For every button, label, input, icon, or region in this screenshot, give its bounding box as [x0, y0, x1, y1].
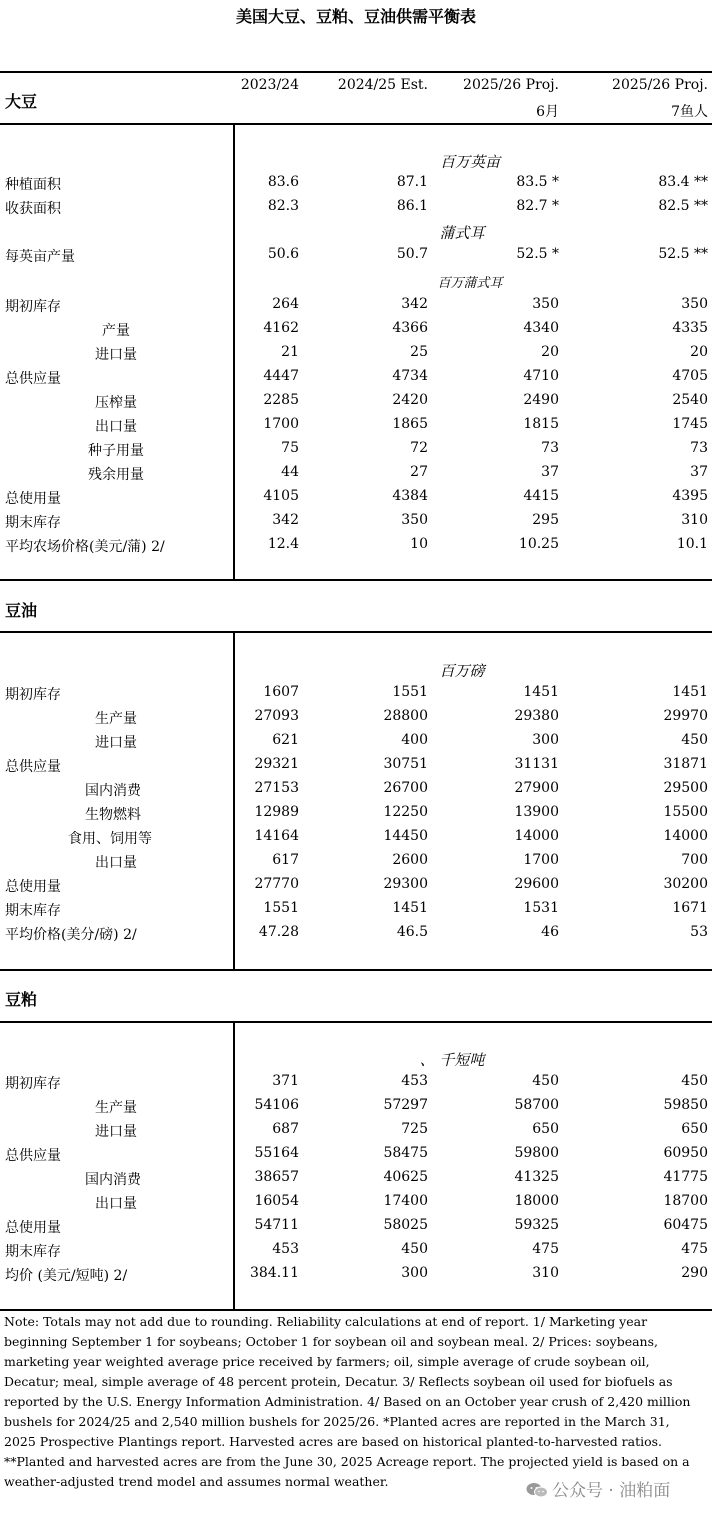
- row-value-col4: 15500: [663, 804, 708, 820]
- soyoil-row-avg-price: [0, 924, 712, 946]
- row-value-col1: 82.3: [267, 198, 299, 214]
- row-value-col4: 4705: [672, 368, 708, 384]
- row-value-col1: 55164: [254, 1145, 299, 1161]
- row-label: 进口量: [95, 347, 137, 363]
- unit-million-acres: 百万英亩: [439, 153, 500, 171]
- row-value-col3: 58700: [514, 1097, 559, 1113]
- row-label: 生产量: [95, 711, 137, 727]
- row-label: 国内消费: [85, 783, 141, 799]
- row-value-col4: 73: [690, 440, 708, 456]
- row-value-col4: 4335: [672, 320, 708, 336]
- row-value-col1: 29321: [254, 756, 299, 772]
- row-value-col4: 1451: [672, 684, 708, 700]
- row-value-col3: 1700: [523, 852, 559, 868]
- row-value-col4: 310: [681, 512, 708, 528]
- row-value-col4: 14000: [663, 828, 708, 844]
- row-label: 总使用量: [5, 1220, 61, 1236]
- row-value-col3: 1451: [523, 684, 559, 700]
- row-value-col2: 87.1: [396, 174, 428, 190]
- row-value-col3: 2490: [523, 392, 559, 408]
- row-value-col1: 1551: [263, 900, 299, 916]
- row-value-col4: 290: [681, 1265, 708, 1281]
- row-value-col3: 82.7 *: [516, 198, 559, 214]
- row-value-col3: 10.25: [518, 536, 559, 552]
- row-label: 进口量: [95, 1124, 137, 1140]
- watermark-text: 公众号 · 油粕面: [552, 1481, 671, 1501]
- row-value-col1: 4105: [263, 488, 299, 504]
- row-value-col1: 12.4: [267, 536, 299, 552]
- col-header-2025-26-june: 2025/26 Proj.: [463, 77, 559, 93]
- row-label: 出口量: [95, 855, 137, 871]
- soyoil-bottom-rule: [0, 969, 712, 971]
- row-value-col2: 350: [401, 512, 428, 528]
- soybeans-row-imports: [0, 344, 712, 366]
- soyoil-row-imports: [0, 732, 712, 754]
- row-value-col3: 4415: [523, 488, 559, 504]
- row-value-col4: 29970: [663, 708, 708, 724]
- row-value-col4: 4395: [672, 488, 708, 504]
- row-value-col3: 295: [532, 512, 559, 528]
- soyoil-row-ending-stocks: [0, 900, 712, 922]
- row-value-col4: 60950: [663, 1145, 708, 1161]
- soymeal-row-total-supply: [0, 1145, 712, 1167]
- row-value-col2: 342: [401, 296, 428, 312]
- soymeal-top-rule: [0, 1021, 712, 1023]
- row-value-col2: 26700: [383, 780, 428, 796]
- row-label: 残余用量: [88, 467, 144, 483]
- row-label: 生产量: [95, 1100, 137, 1116]
- soymeal-bottom-rule: [0, 1309, 712, 1311]
- row-label: 期初库存: [5, 299, 61, 315]
- row-value-col4: 10.1: [676, 536, 708, 552]
- wechat-icon: [526, 1482, 548, 1498]
- row-value-col1: 1700: [263, 416, 299, 432]
- soymeal-row-avg-price: [0, 1265, 712, 1287]
- row-value-col2: 27: [410, 464, 428, 480]
- row-value-col2: 4734: [392, 368, 428, 384]
- unit-thousand-short-tons: 、 千短吨: [419, 1051, 485, 1069]
- row-value-col2: 25: [410, 344, 428, 360]
- row-value-col4: 52.5 **: [658, 246, 708, 262]
- row-value-col2: 58025: [383, 1217, 428, 1233]
- row-value-col1: 47.28: [258, 924, 299, 940]
- row-value-col2: 30751: [383, 756, 428, 772]
- row-value-col1: 4162: [263, 320, 299, 336]
- row-value-col3: 52.5 *: [516, 246, 559, 262]
- top-rule: [0, 71, 712, 73]
- row-value-col2: 725: [401, 1121, 428, 1137]
- row-value-col4: 475: [681, 1241, 708, 1257]
- page-title: 美国大豆、豆粕、豆油供需平衡表: [235, 7, 476, 26]
- row-value-col4: 83.4 **: [658, 174, 708, 190]
- row-label: 食用、饲用等: [68, 831, 152, 847]
- soymeal-row-ending-stocks: [0, 1241, 712, 1263]
- row-value-col1: 21: [281, 344, 299, 360]
- row-label: 期初库存: [5, 1076, 61, 1092]
- row-value-col3: 20: [541, 344, 559, 360]
- row-value-col1: 83.6: [267, 174, 299, 190]
- row-value-col1: 14164: [254, 828, 299, 844]
- row-value-col2: 40625: [383, 1169, 428, 1185]
- section-title-soyoil: 豆油: [5, 601, 38, 620]
- row-label: 种子用量: [88, 443, 144, 459]
- row-value-col2: 50.7: [396, 246, 428, 262]
- soybeans-row-total-use: [0, 488, 712, 510]
- row-value-col3: 650: [532, 1121, 559, 1137]
- soybeans-row-beginning-stocks: [0, 296, 712, 318]
- row-label: 产量: [102, 323, 130, 339]
- row-value-col3: 14000: [514, 828, 559, 844]
- row-value-col2: 58475: [383, 1145, 428, 1161]
- row-label: 总供应量: [5, 1148, 61, 1164]
- soymeal-row-domestic-use: [0, 1169, 712, 1191]
- soyoil-row-biofuel: [0, 804, 712, 826]
- row-value-col3: 18000: [514, 1193, 559, 1209]
- row-value-col3: 475: [532, 1241, 559, 1257]
- row-value-col3: 29600: [514, 876, 559, 892]
- row-value-col1: 2285: [263, 392, 299, 408]
- row-value-col2: 1451: [392, 900, 428, 916]
- soymeal-row-beginning-stocks: [0, 1073, 712, 1095]
- row-value-col4: 1745: [672, 416, 708, 432]
- row-value-col2: 450: [401, 1241, 428, 1257]
- row-value-col4: 30200: [663, 876, 708, 892]
- row-value-col2: 1551: [392, 684, 428, 700]
- row-label: 平均农场价格(美元/蒲) 2/: [5, 539, 165, 555]
- row-label: 生物燃料: [85, 807, 141, 823]
- row-value-col2: 12250: [383, 804, 428, 820]
- soybeans-row-harvested-area: [0, 198, 712, 220]
- row-value-col4: 29500: [663, 780, 708, 796]
- row-value-col4: 60475: [663, 1217, 708, 1233]
- soybeans-row-residual: [0, 464, 712, 486]
- soymeal-row-production: [0, 1097, 712, 1119]
- row-value-col3: 1815: [523, 416, 559, 432]
- row-value-col1: 54711: [254, 1217, 299, 1233]
- watermark: [526, 1476, 670, 1501]
- row-value-col4: 37: [690, 464, 708, 480]
- row-value-col4: 350: [681, 296, 708, 312]
- row-value-col1: 54106: [254, 1097, 299, 1113]
- row-value-col2: 57297: [383, 1097, 428, 1113]
- row-label: 总供应量: [5, 759, 61, 775]
- row-value-col3: 350: [532, 296, 559, 312]
- row-value-col3: 31131: [514, 756, 559, 772]
- row-value-col1: 453: [272, 1241, 299, 1257]
- row-value-col3: 59800: [514, 1145, 559, 1161]
- soymeal-row-imports: [0, 1121, 712, 1143]
- row-value-col1: 687: [272, 1121, 299, 1137]
- row-value-col2: 1865: [392, 416, 428, 432]
- row-value-col1: 12989: [254, 804, 299, 820]
- row-value-col1: 16054: [254, 1193, 299, 1209]
- row-value-col4: 53: [690, 924, 708, 940]
- soybeans-row-production: [0, 320, 712, 342]
- row-value-col3: 450: [532, 1073, 559, 1089]
- row-value-col2: 300: [401, 1265, 428, 1281]
- soybeans-row-exports: [0, 416, 712, 438]
- soyoil-top-rule: [0, 631, 712, 633]
- row-value-col4: 450: [681, 732, 708, 748]
- unit-million-pounds: 百万磅: [439, 662, 485, 680]
- row-value-col3: 13900: [514, 804, 559, 820]
- row-value-col1: 4447: [263, 368, 299, 384]
- row-value-col3: 4340: [523, 320, 559, 336]
- row-value-col3: 300: [532, 732, 559, 748]
- row-value-col3: 46: [541, 924, 559, 940]
- row-value-col4: 18700: [663, 1193, 708, 1209]
- row-label: 总使用量: [5, 879, 61, 895]
- row-value-col4: 650: [681, 1121, 708, 1137]
- footnote: Note: Totals may not add due to rounding. Reliability calculations at end of report. 1/ Marketing year beginning September 1 for soybeans; October 1 for soybean oil and soybean meal. 2/ Prices: soybeans, marketing year weighted average price received by farmers; oil, simple average of crude soybean oil, Decatur; meal, simple average of 48 percent protein, Decatur. 3/ Reflects soybean oil used for biofuels as reported by the U.S. Energy Information Administration. 4/ Based on an October year crush of 2,420 million bushels for 2024/25 and 2,540 million bushels for 2025/26. *Planted acres are reported in the March 31, 2025 Prospective Plantings report. Harvested acres are based on historical planted-to-harvested ratios. **Planted and harvested acres are from the June 30, 2025 Acreage report. The projected yield is based on a weather-adjusted trend model and assumes normal weather.: [4, 1314, 691, 1489]
- row-value-col3: 1531: [523, 900, 559, 916]
- soybeans-row-total-supply: [0, 368, 712, 390]
- row-label: 期末库存: [5, 515, 61, 531]
- row-label: 压榨量: [95, 395, 137, 411]
- row-label: 国内消费: [85, 1172, 141, 1188]
- row-label: 总供应量: [5, 371, 61, 387]
- row-label: 出口量: [95, 1196, 137, 1212]
- row-value-col3: 29380: [514, 708, 559, 724]
- row-value-col1: 1607: [263, 684, 299, 700]
- row-label: 总使用量: [5, 491, 61, 507]
- row-value-col1: 38657: [254, 1169, 299, 1185]
- col-header-2025-26-july: 2025/26 Proj.: [612, 77, 708, 93]
- row-value-col4: 31871: [663, 756, 708, 772]
- row-value-col2: 400: [401, 732, 428, 748]
- unit-million-bushels: 百万蒲式耳: [437, 276, 503, 291]
- soymeal-row-exports: [0, 1193, 712, 1215]
- row-label: 平均价格(美分/磅) 2/: [5, 927, 137, 943]
- row-value-col2: 2420: [392, 392, 428, 408]
- row-value-col2: 46.5: [396, 924, 428, 940]
- row-value-col2: 17400: [383, 1193, 428, 1209]
- row-value-col2: 29300: [383, 876, 428, 892]
- header-rule: [0, 123, 712, 125]
- row-value-col3: 83.5 *: [516, 174, 559, 190]
- row-value-col4: 700: [681, 852, 708, 868]
- unit-bushels: 蒲式耳: [439, 224, 485, 242]
- row-label: 收获面积: [5, 201, 61, 217]
- soybeans-row-seed: [0, 440, 712, 462]
- row-value-col1: 617: [272, 852, 299, 868]
- row-value-col1: 27770: [254, 876, 299, 892]
- col-header-2023-24: 2023/24: [240, 77, 299, 93]
- row-value-col4: 82.5 **: [658, 198, 708, 214]
- col-subheader-july: 7鱼人: [671, 104, 708, 120]
- soyoil-row-domestic-use: [0, 780, 712, 802]
- row-value-col3: 73: [541, 440, 559, 456]
- section-title-soymeal: 豆粕: [5, 990, 38, 1009]
- soyoil-row-production: [0, 708, 712, 730]
- row-label: 进口量: [95, 735, 137, 751]
- row-value-col3: 41325: [514, 1169, 559, 1185]
- row-value-col3: 59325: [514, 1217, 559, 1233]
- soybeans-row-crush: [0, 392, 712, 414]
- row-label: 种植面积: [5, 177, 61, 193]
- row-value-col4: 59850: [663, 1097, 708, 1113]
- row-value-col1: 75: [281, 440, 299, 456]
- row-value-col2: 2600: [392, 852, 428, 868]
- section-title-soybeans: 大豆: [5, 92, 38, 111]
- row-value-col1: 27153: [254, 780, 299, 796]
- row-label: 期末库存: [5, 1244, 61, 1260]
- row-value-col2: 10: [410, 536, 428, 552]
- row-value-col1: 342: [272, 512, 299, 528]
- row-value-col4: 2540: [672, 392, 708, 408]
- row-value-col1: 50.6: [267, 246, 299, 262]
- row-value-col4: 450: [681, 1073, 708, 1089]
- row-value-col1: 27093: [254, 708, 299, 724]
- row-value-col3: 27900: [514, 780, 559, 796]
- row-value-col3: 4710: [523, 368, 559, 384]
- soybeans-row-ending-stocks: [0, 512, 712, 534]
- row-value-col2: 4384: [392, 488, 428, 504]
- row-value-col2: 72: [410, 440, 428, 456]
- soyoil-row-beginning-stocks: [0, 684, 712, 706]
- col-subheader-june: 6月: [536, 104, 559, 120]
- row-value-col4: 20: [690, 344, 708, 360]
- row-value-col2: 14450: [383, 828, 428, 844]
- soyoil-row-total-use: [0, 876, 712, 898]
- soybeans-bottom-rule: [0, 579, 712, 581]
- row-value-col4: 1671: [672, 900, 708, 916]
- row-value-col2: 28800: [383, 708, 428, 724]
- row-value-col2: 4366: [392, 320, 428, 336]
- row-value-col2: 86.1: [396, 198, 428, 214]
- row-label: 期末库存: [5, 903, 61, 919]
- soyoil-row-exports: [0, 852, 712, 874]
- soybeans-row-yield-per-acre: [0, 246, 712, 268]
- row-value-col4: 41775: [663, 1169, 708, 1185]
- col-header-2024-25: 2024/25 Est.: [337, 77, 428, 93]
- row-value-col3: 310: [532, 1265, 559, 1281]
- soymeal-row-total-use: [0, 1217, 712, 1239]
- row-label: 出口量: [95, 419, 137, 435]
- row-value-col1: 371: [272, 1073, 299, 1089]
- row-value-col1: 44: [281, 464, 299, 480]
- row-label: 每英亩产量: [5, 249, 75, 265]
- row-value-col1: 384.11: [250, 1265, 299, 1281]
- soyoil-row-food-feed-other: [0, 828, 712, 850]
- row-value-col2: 453: [401, 1073, 428, 1089]
- soybeans-row-planted-area: [0, 174, 712, 196]
- soybeans-row-avg-farm-price: [0, 536, 712, 558]
- soyoil-row-total-supply: [0, 756, 712, 778]
- row-label: 均价 (美元/短吨) 2/: [5, 1268, 128, 1284]
- row-value-col1: 264: [272, 296, 299, 312]
- row-value-col1: 621: [272, 732, 299, 748]
- row-label: 期初库存: [5, 687, 61, 703]
- row-value-col3: 37: [541, 464, 559, 480]
